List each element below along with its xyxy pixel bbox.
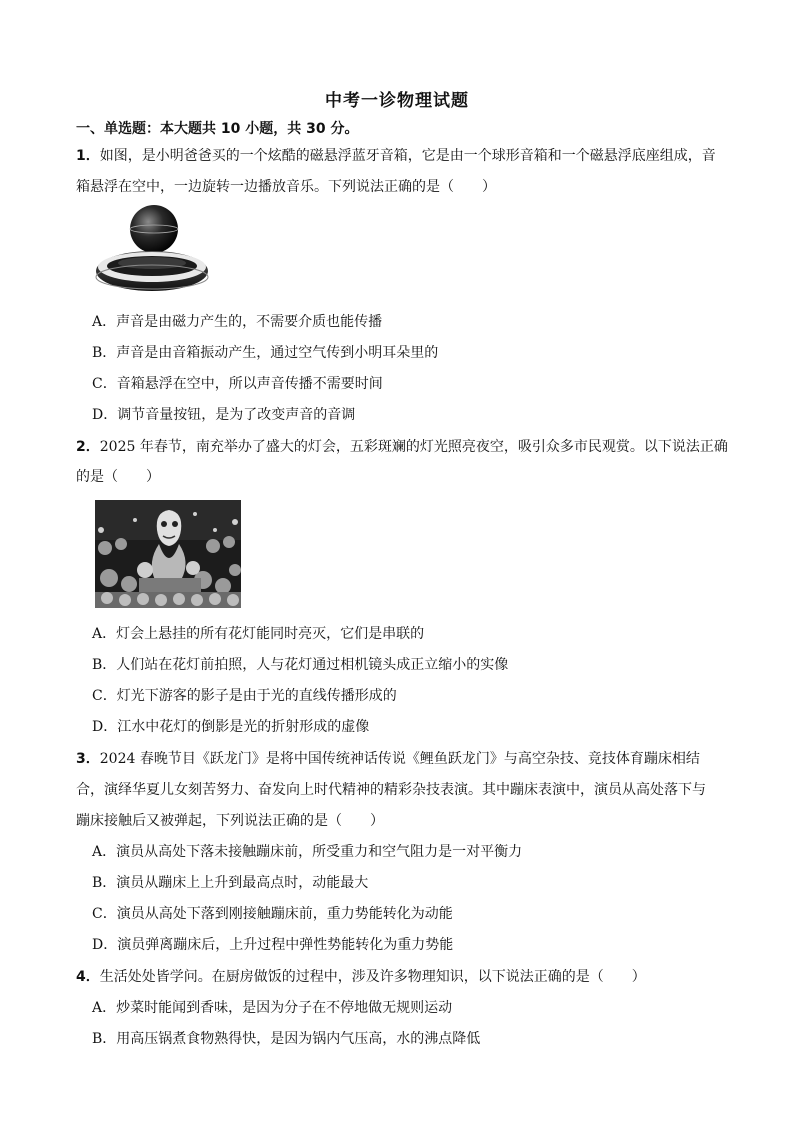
question-4-number: 4． <box>76 969 100 985</box>
page-title: 中考一诊物理试题 <box>325 91 469 111</box>
question-1-option-b: B．声音是由音箱振动产生，通过空气传到小明耳朵里的 <box>92 345 439 361</box>
speaker-figure <box>94 205 210 299</box>
question-3-number: 3． <box>76 751 100 767</box>
question-1-option-d: D．调节音量按钮，是为了改变声音的音调 <box>92 407 356 423</box>
question-3-line-1: 3．2024 春晚节目《跃龙门》是将中国传统神话传说《鲤鱼跃龙门》与高空杂技、竞技体育蹦床相结 <box>76 751 700 767</box>
question-1-option-a: A．声音是由磁力产生的，不需要介质也能传播 <box>92 314 383 330</box>
question-4-option-b: B．用高压锅煮食物熟得快，是因为锅内气压高，水的沸点降低 <box>92 1031 481 1047</box>
question-4-line-1: 4．生活处处皆学问。在厨房做饭的过程中，涉及许多物理知识，以下说法正确的是（ ） <box>76 969 646 985</box>
question-2-number: 2． <box>76 439 100 455</box>
question-3-line-2: 合，演绎华夏儿女刻苦努力、奋发向上时代精神的精彩杂技表演。其中蹦床表演中，演员从高处落下与 <box>76 782 706 798</box>
question-1-option-c: C．音箱悬浮在空中，所以声音传播不需要时间 <box>92 376 383 392</box>
lantern-festival-photo <box>95 500 241 608</box>
question-2-line-2: 的是（ ） <box>76 469 160 485</box>
question-1-number: 1． <box>76 148 100 164</box>
question-2-option-b: B．人们站在花灯前拍照，人与花灯通过相机镜头成正立缩小的实像 <box>92 657 509 673</box>
question-3-option-b: B．演员从蹦床上上升到最高点时，动能最大 <box>92 875 369 891</box>
section-heading: 一、单选题：本大题共 10 小题，共 30 分。 <box>76 121 359 137</box>
question-2-option-d: D．江水中花灯的倒影是光的折射形成的虚像 <box>92 719 370 735</box>
question-3-option-c: C．演员从高处下落到刚接触蹦床前，重力势能转化为动能 <box>92 906 453 922</box>
question-3-option-a: A．演员从高处下落未接触蹦床前，所受重力和空气阻力是一对平衡力 <box>92 844 523 860</box>
question-2-option-a: A．灯会上悬挂的所有花灯能同时亮灭，它们是串联的 <box>92 626 425 642</box>
question-3-option-d: D．演员弹离蹦床后，上升过程中弹性势能转化为重力势能 <box>92 937 454 953</box>
question-4-option-a: A．炒菜时能闻到香味，是因为分子在不停地做无规则运动 <box>92 1000 453 1016</box>
question-2-line-1: 2．2025 年春节，南充举办了盛大的灯会，五彩斑斓的灯光照亮夜空，吸引众多市民观赏。以下说法正确 <box>76 439 728 455</box>
question-2-option-c: C．灯光下游客的影子是由于光的直线传播形成的 <box>92 688 397 704</box>
question-1-line-1: 1．如图，是小明爸爸买的一个炫酷的磁悬浮蓝牙音箱，它是由一个球形音箱和一个磁悬浮底座组成，音 <box>76 148 716 164</box>
question-3-line-3: 蹦床接触后又被弹起，下列说法正确的是（ ） <box>76 813 384 829</box>
question-1-line-2: 箱悬浮在空中，一边旋转一边播放音乐。下列说法正确的是（ ） <box>76 179 496 195</box>
